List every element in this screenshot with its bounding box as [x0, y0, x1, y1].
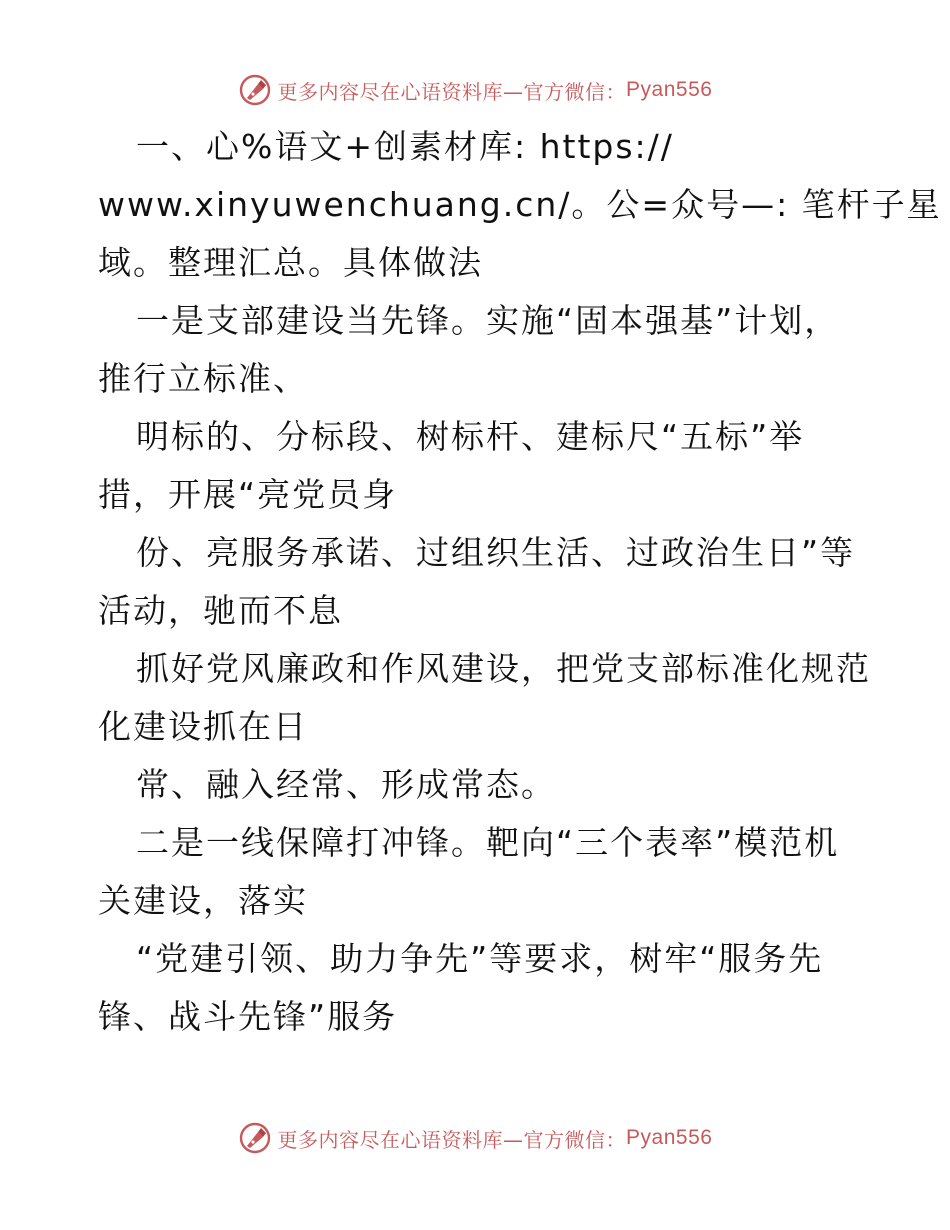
text-line: 抓好党风廉政和作风建设，把党支部标准化规范 — [136, 649, 871, 688]
wechat-id: Pyan556 — [626, 78, 713, 101]
document-body — [98, 118, 942, 1046]
text-line: 措，开展“亮党员身 — [98, 475, 398, 514]
text-line: 常、融入经常、形成常态。 — [136, 765, 556, 804]
text-line: www.xinyuwenchuang.cn/。公=众号—: 笔杆子星 — [98, 185, 942, 224]
pen-nib-seal-icon — [238, 1121, 272, 1155]
footer-banner — [0, 1118, 950, 1158]
text-line: 域。整理汇总。具体做法 — [98, 243, 483, 282]
header-banner — [0, 70, 950, 110]
text-line: “党建引领、助力争先”等要求，树牢“服务先 — [136, 939, 824, 978]
pen-nib-seal-icon — [238, 73, 272, 107]
text-line: 一、心%语文+创素材库: https:// — [136, 127, 674, 166]
text-line: 活动，驰而不息 — [98, 591, 343, 630]
banner-text: 更多内容尽在心语资料库—官方微信： — [277, 79, 627, 104]
banner-text: 更多内容尽在心语资料库—官方微信： — [277, 1127, 627, 1152]
text-line: 份、亮服务承诺、过组织生活、过政治生日”等 — [136, 533, 856, 572]
text-line: 锋、战斗先锋”服务 — [98, 997, 398, 1036]
text-line: 明标的、分标段、树标杆、建标尺“五标”举 — [136, 417, 805, 456]
wechat-id: Pyan556 — [626, 1126, 713, 1149]
text-line: 一是支部建设当先锋。实施“固本强基”计划， — [136, 301, 840, 340]
text-line: 推行立标准、 — [98, 359, 308, 398]
text-line: 二是一线保障打冲锋。靶向“三个表率”模范机 — [136, 823, 840, 862]
text-line: 关建设，落实 — [98, 881, 308, 920]
text-line: 化建设抓在日 — [98, 707, 308, 746]
